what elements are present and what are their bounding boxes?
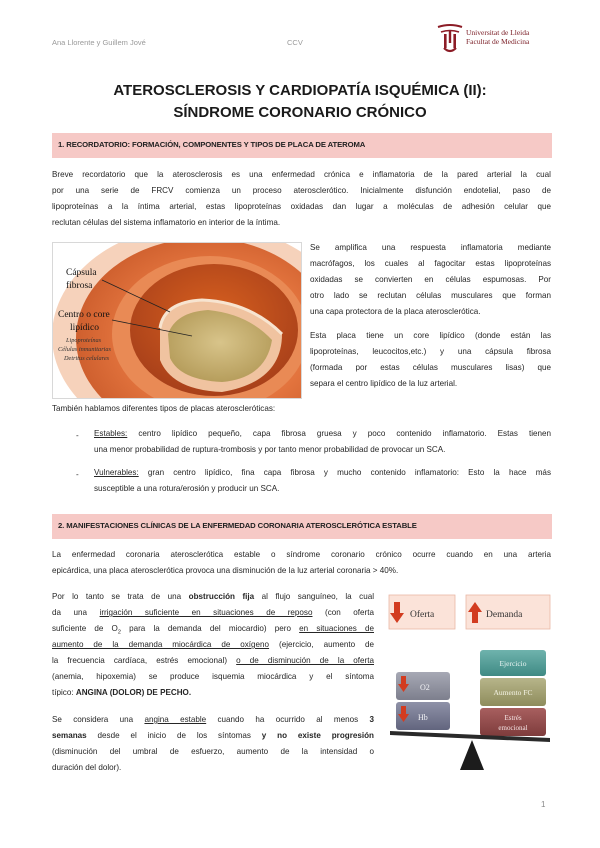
balance-scale-illustration [388,592,552,774]
section-1-intro-line: lipoproteínas a la íntima arterial, estas lipoproteínas oxidadas dan lugar a moléculas de adhesión celular que [52,202,551,211]
section-2-intro-line: La enfermedad coronaria aterosclerótica estable o síndrome coronario crónico ocurre cuando en una arteria [52,550,551,559]
o2-label: O2 [420,683,430,692]
right-text-line: separa el centro lipídico de la luz arterial. [310,379,458,388]
core-detail-label: Células inmunitarias [58,346,112,353]
university-crest-icon [436,23,464,55]
page-title-line1: ATEROSCLEROSIS Y CARDIOPATÍA ISQUÉMICA (II): [113,82,487,99]
page-number: 1 [541,800,546,809]
section-1-header [52,133,552,158]
obstruction-line: la frecuencia cardíaca, estrés emocional) o de disminución de la oferta [52,656,375,665]
section-1-intro-line: Breve recordatorio que la aterosclerosis es una enfermedad crónica e inflamatoria de la pared arterial la cual [52,170,551,179]
oferta-label: Oferta [410,610,435,620]
atheroma-plaque-figure [52,242,302,399]
stable-plaque-line1: Estables: centro lipídico pequeño, capa fibrosa gruesa y poco contenido inflamatorio. Estas tienen [94,429,551,438]
plaque-types-intro: También hablamos diferentes tipos de placas ateroscleróticas: [52,404,276,413]
estres-label: Estrés [504,714,522,722]
right-text-line: otro lado se reclutan células musculares que forman [310,291,551,300]
obstruction-line: da una irrigación suficiente en situaciones de reposo (con oferta [52,608,374,617]
estres-label: emocional [498,724,528,732]
supply-demand-balance-diagram [388,592,552,774]
obstruction-line: (anemia, hipoxemia) se produce isquemia miocárdica y el síntoma [52,672,374,681]
right-text-line: oxidadas se convierten en células espumosas. Por [310,275,551,284]
demanda-label: Demanda [486,610,523,620]
core-detail-label: Lipoproteínas [66,337,102,344]
ejercicio-label: Ejercicio [499,659,527,668]
artery-cross-section-illustration [52,242,302,399]
stable-plaque-line2: una menor probabilidad de ruptura-trombosis y por tanto menor probabilidad de provocar un SCA. [94,445,446,454]
section-1-title: 1. RECORDATORIO: FORMACIÓN, COMPONENTES Y TIPOS DE PLACA DE ATEROMA [58,140,366,149]
hb-label: Hb [418,713,428,722]
stable-angina-line: Se considera una angina estable cuando ha ocurrido al menos 3 [52,715,374,724]
vulnerable-plaque-line1: Vulnerables: gran centro lipídico, fina capa fibrosa y mucho contenido inflamatorio: Esto la hace más [94,468,551,477]
section-1-intro-line: por una serie de FRCV comienza un proceso aterosclerótico. Inicialmente disfunción endotelial, paso de [52,186,551,195]
stable-label: Estables: [94,429,128,438]
obstruction-line: típico: ANGINA (DOLOR) DE PECHO. [52,688,192,697]
university-name: Universitat de Lleida [466,28,530,37]
core-label: Centro o core [58,310,110,320]
section-2-header [52,514,552,539]
header-course: CCV [287,38,303,47]
section-2-title: 2. MANIFESTACIONES CLÍNICAS DE LA ENFERMEDAD CORONARIA ATEROSCLERÓTICA ESTABLE [58,521,417,530]
right-text-line: (formada por estas células musculares lisas) que [310,363,551,372]
right-text-line: Esta placa tiene un core lipídico (donde están las [310,331,551,340]
university-logo [436,23,548,61]
right-text-line: una capa protectora de la placa aterosclerótica. [310,307,481,316]
balance-fulcrum-icon [460,740,484,770]
faculty-name: Facultat de Medicina [466,37,530,46]
obstruction-line: Por lo tanto se trata de una obstrucción fija al flujo sanguíneo, la cual [52,592,374,601]
right-text-line: Se amplifica una respuesta inflamatoria mediante [310,243,551,252]
capsule-label: Cápsula [66,268,97,278]
page-title-line2: SÍNDROME CORONARIO CRÓNICO [173,104,427,121]
core-label: lipídico [70,323,100,333]
section-1-intro-line: reclutan células del sistema inflamatorio en interior de la íntima. [52,218,281,227]
aumento-fc-label: Aumento FC [493,688,533,697]
obstruction-line: aumento de la demanda miocárdica de oxígeno (ejercicio, aumento de [52,640,374,649]
right-text-line: lipoproteínas, leucocitos,etc.) y una cápsula fibrosa [310,347,551,356]
vulnerable-plaque-line2: susceptible a una rotura/erosión y producir un SCA. [94,484,280,493]
stable-angina-line: duración del dolor). [52,763,122,772]
stable-angina-line: (disminución del umbral de esfuerzo, aumento de la intensidad o [52,747,374,756]
obstruction-line: suficiente de $O_2$ para la demanda del miocardio) pero en situaciones de [52,624,374,636]
stable-angina-line: semanas desde el inicio de los síntomas y no existe progresión [52,731,374,740]
vulnerable-label: Vulnerables: [94,468,139,477]
bullet-dash: - [76,470,79,479]
section-2-intro-line: epicárdica, una placa aterosclerótica provoca una disminución de la luz arterial coronaria > 40%. [52,566,399,575]
bullet-dash: - [76,431,79,440]
capsule-label: fibrosa [66,281,93,291]
header-author: Ana Llorente y Guillem Jové [52,38,146,47]
core-detail-label: Detritus celulares [64,355,110,362]
right-text-line: macrófagos, los cuales al fagocitar estas lipoproteínas [310,259,551,268]
